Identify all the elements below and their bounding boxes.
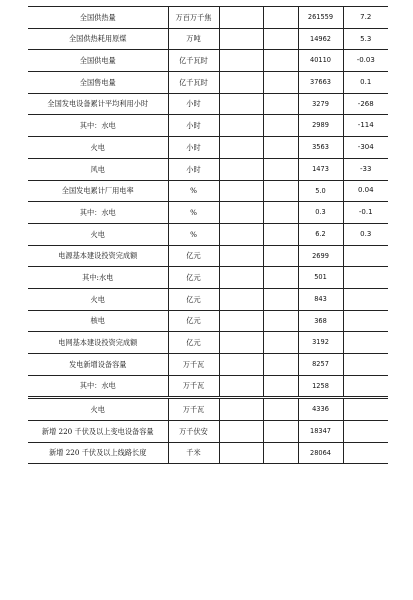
indicator-name-cell: 火电: [28, 137, 168, 159]
unit-cell: 亿元: [168, 288, 219, 310]
cumulative-change-cell: -0.1: [343, 202, 388, 224]
table-row: [28, 180, 388, 202]
indicator-name-cell: 发电新增设备容量: [28, 354, 168, 376]
cumulative-value-cell: 40110: [298, 50, 343, 72]
cumulative-value-cell: 0.3: [298, 202, 343, 224]
current-month-cell: [219, 115, 263, 137]
indicator-name-cell: 电网基本建设投资完成额: [28, 332, 168, 354]
indicator-name-cell: 全国发电累计厂用电率: [28, 180, 168, 202]
indicator-name-cell: 全国售电量: [28, 72, 168, 94]
month-change-cell: [263, 442, 298, 464]
month-change-cell: [263, 421, 298, 443]
current-month-cell: [219, 398, 263, 421]
unit-cell: 亿千瓦时: [168, 72, 219, 94]
table-row: [28, 421, 388, 443]
month-change-cell: [263, 223, 298, 245]
indicator-name-cell: 火电: [28, 288, 168, 310]
indicator-name-cell: 新增 220 千伏及以上线路长度: [28, 442, 168, 464]
current-month-cell: [219, 332, 263, 354]
cumulative-change-cell: -114: [343, 115, 388, 137]
cumulative-value-cell: 261559: [298, 7, 343, 29]
cumulative-value-cell: 3563: [298, 137, 343, 159]
cumulative-change-cell: [343, 267, 388, 289]
power-statistics-table: [28, 6, 388, 464]
cumulative-value-cell: 368: [298, 310, 343, 332]
cumulative-change-cell: 5.3: [343, 28, 388, 50]
unit-cell: 亿元: [168, 245, 219, 267]
cumulative-change-cell: [343, 310, 388, 332]
unit-cell: 千米: [168, 442, 219, 464]
month-change-cell: [263, 137, 298, 159]
month-change-cell: [263, 50, 298, 72]
cumulative-change-cell: [343, 354, 388, 376]
indicator-name-cell: 风电: [28, 158, 168, 180]
cumulative-change-cell: [343, 442, 388, 464]
indicator-name-cell: 火电: [28, 398, 168, 421]
current-month-cell: [219, 354, 263, 376]
table-row: [28, 115, 388, 137]
indicator-name-cell: 其中：水电: [28, 202, 168, 224]
month-change-cell: [263, 7, 298, 29]
cumulative-value-cell: 843: [298, 288, 343, 310]
current-month-cell: [219, 375, 263, 398]
current-month-cell: [219, 158, 263, 180]
unit-cell: %: [168, 180, 219, 202]
table-row: [28, 332, 388, 354]
unit-cell: 万千伏安: [168, 421, 219, 443]
cumulative-change-cell: 0.1: [343, 72, 388, 94]
current-month-cell: [219, 28, 263, 50]
month-change-cell: [263, 72, 298, 94]
table-row: [28, 310, 388, 332]
current-month-cell: [219, 7, 263, 29]
table-row: [28, 202, 388, 224]
cumulative-value-cell: 3279: [298, 93, 343, 115]
unit-cell: %: [168, 223, 219, 245]
cumulative-value-cell: 1258: [298, 375, 343, 398]
cumulative-value-cell: 18347: [298, 421, 343, 443]
table-row: [28, 398, 388, 421]
indicator-name-cell: 其中：水电: [28, 115, 168, 137]
month-change-cell: [263, 93, 298, 115]
month-change-cell: [263, 288, 298, 310]
indicator-name-cell: 电源基本建设投资完成额: [28, 245, 168, 267]
cumulative-change-cell: -0.03: [343, 50, 388, 72]
unit-cell: %: [168, 202, 219, 224]
month-change-cell: [263, 202, 298, 224]
cumulative-value-cell: 1473: [298, 158, 343, 180]
unit-cell: 小时: [168, 115, 219, 137]
unit-cell: 亿元: [168, 310, 219, 332]
unit-cell: 万千瓦: [168, 398, 219, 421]
current-month-cell: [219, 442, 263, 464]
cumulative-change-cell: [343, 332, 388, 354]
cumulative-value-cell: 2989: [298, 115, 343, 137]
month-change-cell: [263, 398, 298, 421]
month-change-cell: [263, 28, 298, 50]
cumulative-change-cell: -304: [343, 137, 388, 159]
cumulative-change-cell: -268: [343, 93, 388, 115]
unit-cell: 万千瓦: [168, 375, 219, 398]
indicator-name-cell: 其中:水电: [28, 267, 168, 289]
month-change-cell: [263, 245, 298, 267]
current-month-cell: [219, 50, 263, 72]
unit-cell: 万吨: [168, 28, 219, 50]
cumulative-value-cell: 501: [298, 267, 343, 289]
current-month-cell: [219, 223, 263, 245]
indicator-name-cell: 核电: [28, 310, 168, 332]
cumulative-change-cell: 0.04: [343, 180, 388, 202]
current-month-cell: [219, 245, 263, 267]
indicator-name-cell: 火电: [28, 223, 168, 245]
current-month-cell: [219, 288, 263, 310]
table-row: [28, 137, 388, 159]
table-row: [28, 28, 388, 50]
cumulative-change-cell: [343, 288, 388, 310]
unit-cell: 小时: [168, 137, 219, 159]
cumulative-value-cell: 14962: [298, 28, 343, 50]
cumulative-value-cell: 8257: [298, 354, 343, 376]
current-month-cell: [219, 202, 263, 224]
cumulative-value-cell: 6.2: [298, 223, 343, 245]
current-month-cell: [219, 93, 263, 115]
month-change-cell: [263, 375, 298, 398]
statistics-table-sheet: [28, 6, 388, 594]
unit-cell: 亿元: [168, 332, 219, 354]
unit-cell: 万千瓦: [168, 354, 219, 376]
cumulative-change-cell: [343, 375, 388, 398]
month-change-cell: [263, 115, 298, 137]
indicator-name-cell: 全国供热量: [28, 7, 168, 29]
table-row: [28, 50, 388, 72]
table-row: [28, 158, 388, 180]
indicator-name-cell: 新增 220 千伏及以上变电设备容量: [28, 421, 168, 443]
cumulative-change-cell: 0.3: [343, 223, 388, 245]
cumulative-change-cell: [343, 421, 388, 443]
indicator-name-cell: 全国供电量: [28, 50, 168, 72]
cumulative-change-cell: [343, 245, 388, 267]
month-change-cell: [263, 310, 298, 332]
table-body: [28, 7, 388, 464]
cumulative-change-cell: 7.2: [343, 7, 388, 29]
cumulative-value-cell: 3192: [298, 332, 343, 354]
indicator-name-cell: 全国发电设备累计平均利用小时: [28, 93, 168, 115]
table-row: [28, 267, 388, 289]
current-month-cell: [219, 180, 263, 202]
unit-cell: 小时: [168, 158, 219, 180]
cumulative-value-cell: 37663: [298, 72, 343, 94]
current-month-cell: [219, 421, 263, 443]
month-change-cell: [263, 267, 298, 289]
cumulative-value-cell: 5.0: [298, 180, 343, 202]
unit-cell: 亿千瓦时: [168, 50, 219, 72]
table-row: [28, 442, 388, 464]
month-change-cell: [263, 180, 298, 202]
current-month-cell: [219, 310, 263, 332]
unit-cell: 万百万千焦: [168, 7, 219, 29]
table-row: [28, 72, 388, 94]
cumulative-value-cell: 28064: [298, 442, 343, 464]
table-row: [28, 245, 388, 267]
month-change-cell: [263, 332, 298, 354]
table-row: [28, 375, 388, 398]
cumulative-value-cell: 2699: [298, 245, 343, 267]
cumulative-value-cell: 4336: [298, 398, 343, 421]
table-row: [28, 288, 388, 310]
month-change-cell: [263, 354, 298, 376]
unit-cell: 小时: [168, 93, 219, 115]
current-month-cell: [219, 72, 263, 94]
table-row: [28, 354, 388, 376]
table-row: [28, 223, 388, 245]
current-month-cell: [219, 267, 263, 289]
cumulative-change-cell: [343, 398, 388, 421]
indicator-name-cell: 其中：水电: [28, 375, 168, 398]
table-row: [28, 7, 388, 29]
current-month-cell: [219, 137, 263, 159]
indicator-name-cell: 全国供热耗用原煤: [28, 28, 168, 50]
unit-cell: 亿元: [168, 267, 219, 289]
month-change-cell: [263, 158, 298, 180]
table-row: [28, 93, 388, 115]
cumulative-change-cell: -33: [343, 158, 388, 180]
